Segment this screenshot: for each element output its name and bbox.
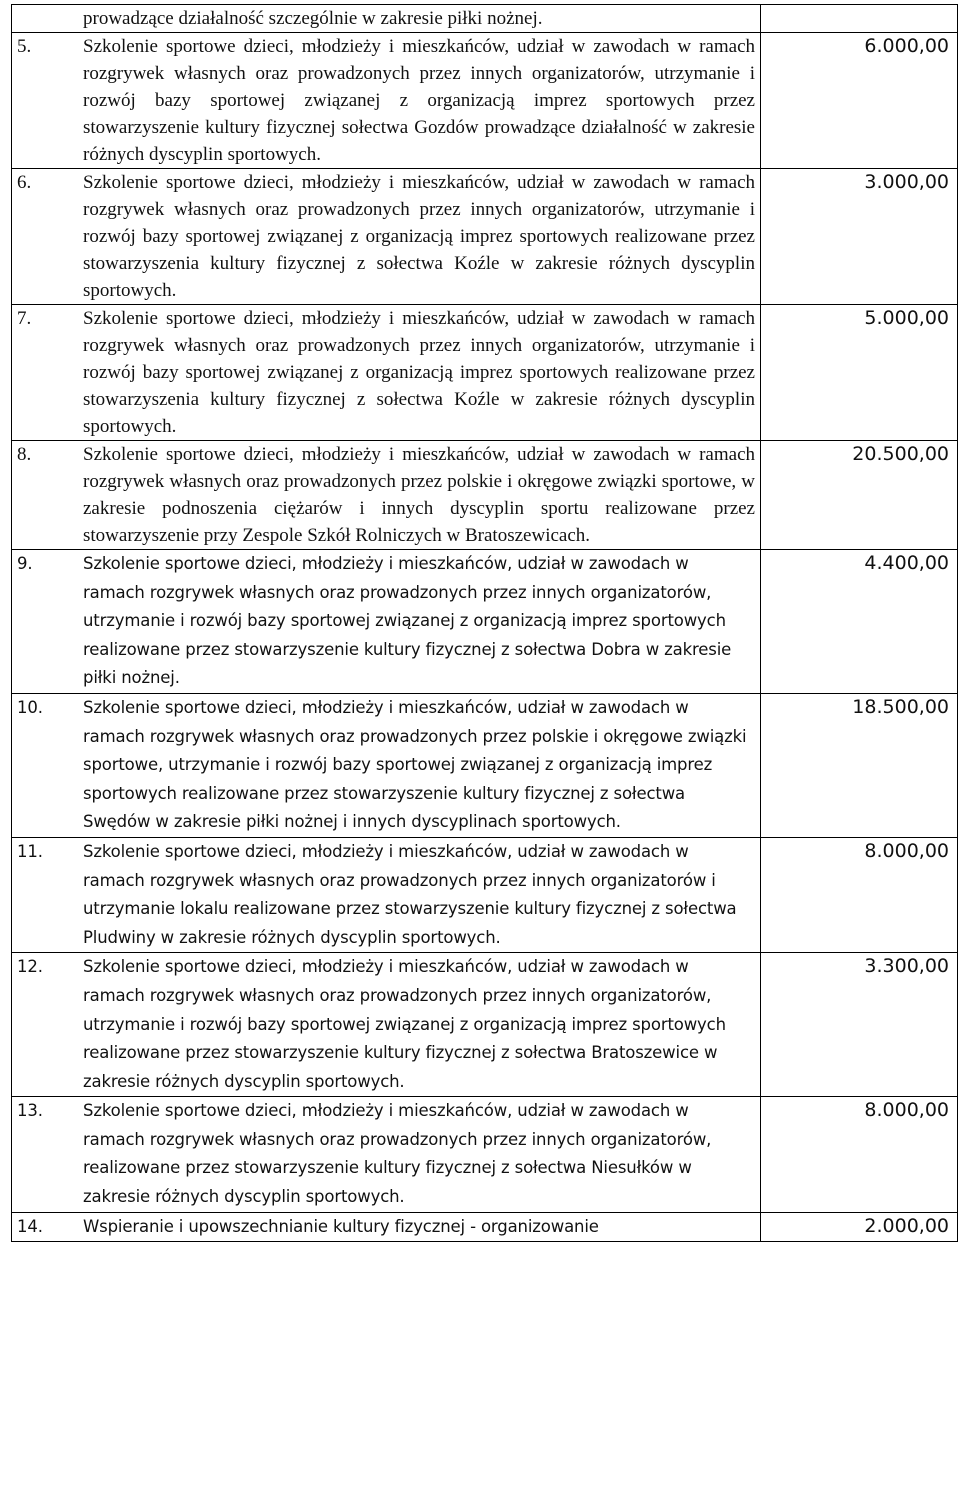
table-row	[12, 550, 958, 694]
table-row	[12, 305, 958, 441]
amount-cell	[761, 953, 958, 1097]
budget-table	[11, 4, 958, 1242]
description-cell	[12, 837, 761, 952]
amount-value: 5.000,00	[864, 307, 949, 329]
description-text: Szkolenie sportowe dzieci, młodzieży i mieszkańców, udział w zawodach w ramach rozgrywek własnych oraz prowadzonych przez innych organizatorów, utrzymanie i rozwój bazy sportowej związanej z organizacją imprez sportowych realizowane przez stowarzyszenie kultury fizycznej z sołectwa Dobra w zakresie piłki nożnej.	[83, 554, 732, 688]
item-number: 10.	[17, 697, 43, 717]
amount-value: 3.300,00	[864, 955, 949, 978]
table-row	[12, 693, 958, 837]
description-text: Szkolenie sportowe dzieci, młodzieży i mieszkańców, udział w zawodach w ramach rozgrywek własnych oraz prowadzonych przez polskie i okręgowe związki sportowe, w zakresie podnoszenia ciężarów i innych dyscyplin sportu realizowane przez stowarzyszenie przy Zespole Szkół Rolniczych w Bratoszewicach.	[83, 444, 755, 546]
amount-cell	[761, 441, 958, 550]
item-number: 8.	[17, 444, 32, 465]
description-text: Szkolenie sportowe dzieci, młodzieży i mieszkańców, udział w zawodach w ramach rozgrywek własnych oraz prowadzonych przez polskie i okręgowe związki sportowe, utrzymanie i rozwój bazy sportowej związanej z organizacją imprez sportowych realizowane przez stowarzyszenie kultury fizycznej z sołectwa Swędów w zakresie piłki nożnej i innych dyscyplinach sportowych.	[83, 697, 747, 832]
amount-cell	[761, 5, 958, 33]
amount-cell	[761, 169, 958, 305]
item-number: 5.	[17, 36, 32, 57]
description-cell	[12, 305, 761, 441]
description-text: prowadzące działalność szczególnie w zakresie piłki nożnej.	[83, 8, 543, 29]
item-number: 14.	[17, 1216, 43, 1236]
item-number: 7.	[17, 308, 32, 329]
description-cell	[12, 693, 761, 837]
amount-value: 20.500,00	[852, 443, 949, 465]
table-row	[12, 169, 958, 305]
item-number: 12.	[17, 957, 43, 977]
description-cell	[12, 953, 761, 1097]
amount-value: 18.500,00	[852, 695, 949, 718]
table-row	[12, 5, 958, 33]
description-text: Szkolenie sportowe dzieci, młodzieży i mieszkańców, udział w zawodach w ramach rozgrywek własnych oraz prowadzonych przez innych organizatorów i utrzymanie lokalu realizowane przez stowarzyszenie kultury fizycznej z sołectwa Pludwiny w zakresie różnych dyscyplin sportowych.	[83, 841, 737, 947]
description-cell	[12, 550, 761, 694]
description-text: Szkolenie sportowe dzieci, młodzieży i mieszkańców, udział w zawodach w ramach rozgrywek własnych oraz prowadzonych przez innych organizatorów, realizowane przez stowarzyszenie kultury fizycznej z sołectwa Niesułków w zakresie różnych dyscyplin sportowych.	[83, 1101, 712, 1207]
amount-value: 8.000,00	[864, 839, 949, 862]
item-number: 11.	[17, 841, 43, 861]
item-number: 13.	[17, 1101, 43, 1121]
amount-value: 4.400,00	[864, 552, 949, 574]
amount-cell	[761, 1212, 958, 1242]
description-text: Szkolenie sportowe dzieci, młodzieży i mieszkańców, udział w zawodach w ramach rozgrywek własnych oraz prowadzonych przez innych organizatorów, utrzymanie i rozwój bazy sportowej związanej z organizacją imprez sportowych realizowane przez stowarzyszenie kultury fizycznej z sołectwa Bratoszewice w zakresie różnych dyscyplin sportowych.	[83, 957, 726, 1091]
description-cell	[12, 5, 761, 33]
amount-value: 2.000,00	[864, 1214, 949, 1237]
amount-cell	[761, 33, 958, 169]
amount-cell	[761, 305, 958, 441]
table-row	[12, 441, 958, 550]
amount-cell	[761, 1097, 958, 1212]
description-text: Szkolenie sportowe dzieci, młodzieży i mieszkańców, udział w zawodach w ramach rozgrywek własnych oraz prowadzonych przez innych organizatorów, utrzymanie i rozwój bazy sportowej związanej z organizacją imprez sportowych realizowane przez stowarzyszenia kultury fizycznej z sołectwa Koźle w zakresie różnych dyscyplin sportowych.	[83, 308, 755, 437]
description-text: Szkolenie sportowe dzieci, młodzieży i mieszkańców, udział w zawodach w ramach rozgrywek własnych oraz prowadzonych przez innych organizatorów, utrzymanie i rozwój bazy sportowej związanej z organizacją imprez sportowych realizowane przez stowarzyszenia kultury fizycznej z sołectwa Koźle w zakresie różnych dyscyplin sportowych.	[83, 172, 755, 301]
description-cell	[12, 33, 761, 169]
amount-value: 6.000,00	[864, 35, 949, 57]
description-cell	[12, 1212, 761, 1242]
amount-cell	[761, 550, 958, 694]
amount-cell	[761, 693, 958, 837]
item-number: 9.	[17, 554, 33, 573]
item-number: 6.	[17, 172, 32, 193]
description-cell	[12, 441, 761, 550]
amount-value: 3.000,00	[864, 171, 949, 193]
description-cell	[12, 1097, 761, 1212]
table-row	[12, 1097, 958, 1212]
table-row	[12, 837, 958, 952]
amount-value: 8.000,00	[864, 1099, 949, 1122]
amount-cell	[761, 837, 958, 952]
description-cell	[12, 169, 761, 305]
table-row	[12, 953, 958, 1097]
table-row	[12, 33, 958, 169]
description-text: Szkolenie sportowe dzieci, młodzieży i mieszkańców, udział w zawodach w ramach rozgrywek własnych oraz prowadzonych przez innych organizatorów, utrzymanie i rozwój bazy sportowej związanej z organizacją imprez sportowych przez stowarzyszenie kultury fizycznej sołectwa Gozdów prowadzące działalność w zakresie różnych dyscyplin sportowych.	[83, 36, 755, 165]
table-row	[12, 1212, 958, 1242]
budget-table-body	[12, 5, 958, 1242]
description-text: Wspieranie i upowszechnianie kultury fizycznej - organizowanie	[83, 1216, 599, 1236]
